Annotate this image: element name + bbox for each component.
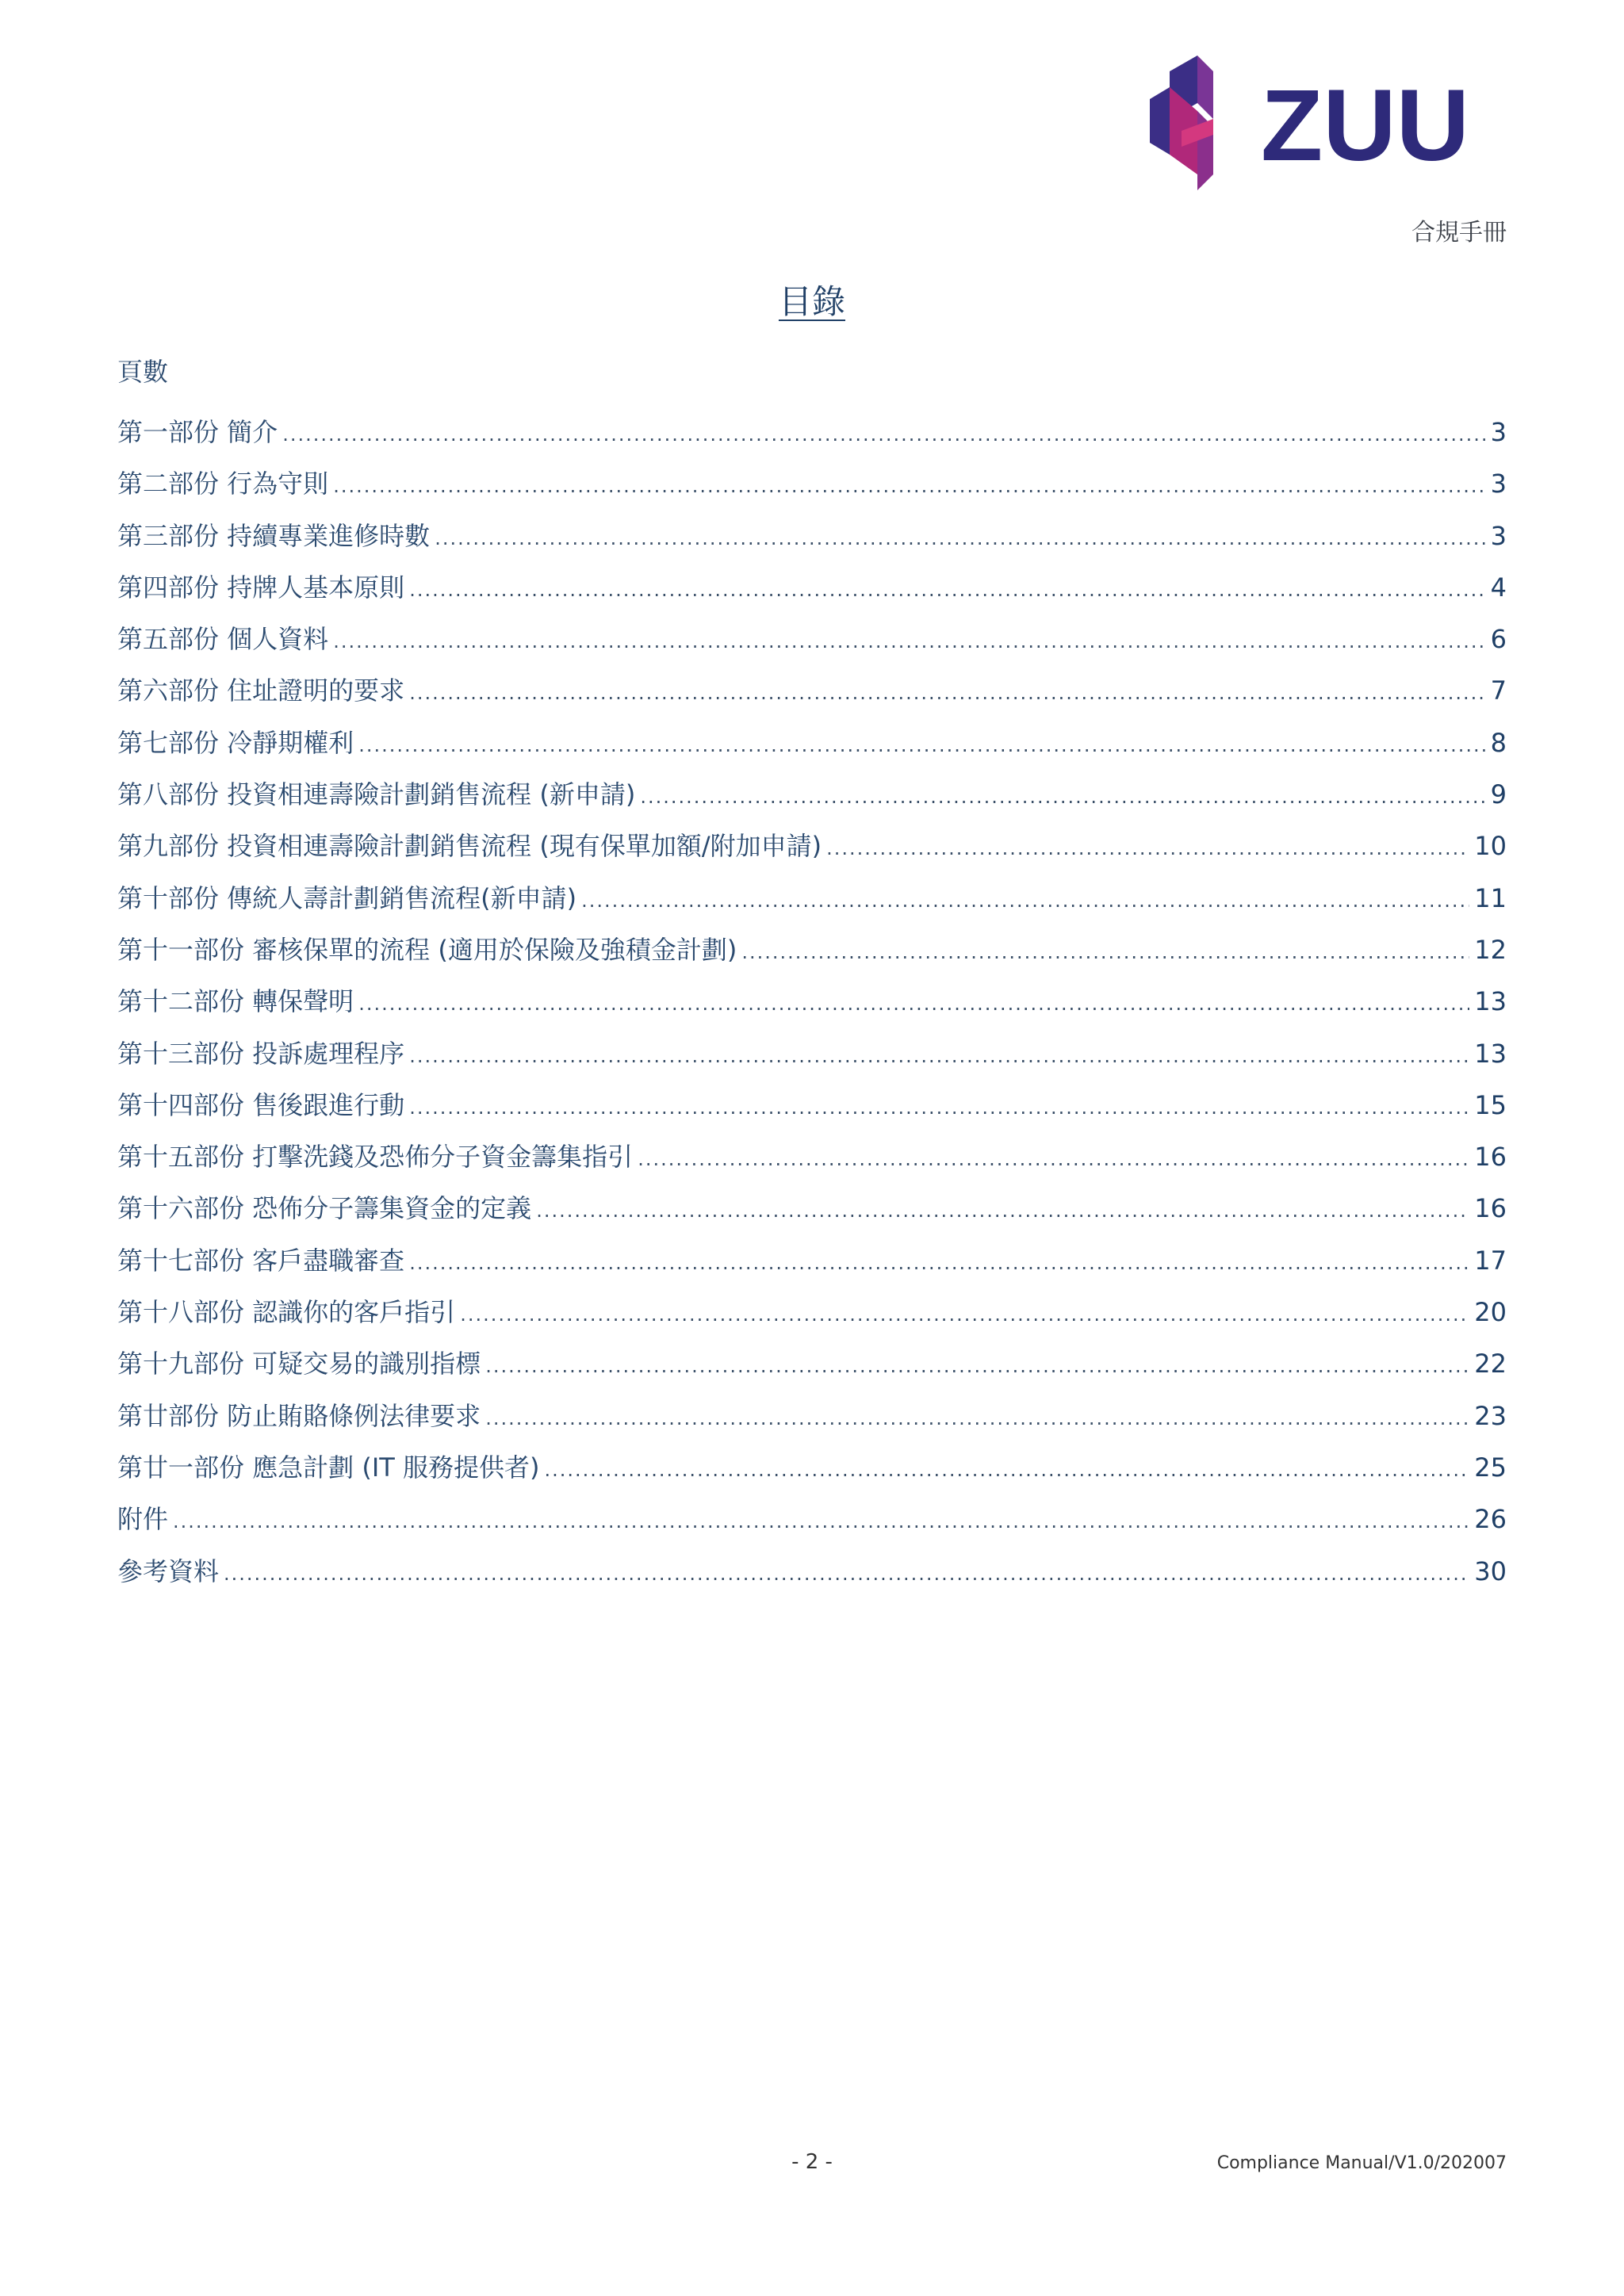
toc-dot-leader: [460, 1303, 1469, 1326]
toc-entry-title[interactable]: 第八部份 投資相連壽險計劃銷售流程 (新申請): [117, 779, 636, 810]
toc-entry-page[interactable]: 13: [1474, 986, 1507, 1017]
toc-entry[interactable]: [117, 1137, 1507, 1188]
toc-dot-leader: [435, 527, 1485, 549]
toc-dot-leader: [536, 1200, 1469, 1222]
toc-entry-page[interactable]: 26: [1474, 1504, 1507, 1535]
toc-entry-title[interactable]: 參考資料: [117, 1556, 220, 1586]
toc-entry-page[interactable]: 8: [1490, 727, 1507, 758]
toc-entry-title[interactable]: 第十八部份 認識你的客戶指引: [117, 1297, 456, 1328]
toc-entry-page[interactable]: 4: [1490, 572, 1507, 603]
zuu-logo: [1142, 55, 1475, 190]
toc-entry[interactable]: [117, 568, 1507, 619]
toc-entry[interactable]: [117, 1344, 1507, 1395]
toc-entry-page[interactable]: 3: [1490, 520, 1507, 551]
toc-entry-page[interactable]: 30: [1474, 1556, 1507, 1586]
toc-entry-page[interactable]: 17: [1474, 1245, 1507, 1276]
toc-entry-page[interactable]: 9: [1490, 779, 1507, 810]
toc-dot-leader: [224, 1563, 1469, 1585]
toc-entry-title[interactable]: 第十五部份 打擊洗錢及恐佈分子資金籌集指引: [117, 1142, 634, 1173]
toc-entry-title[interactable]: 第六部份 住址證明的要求: [117, 675, 405, 706]
toc-entry[interactable]: [117, 1292, 1507, 1344]
toc-entry[interactable]: [117, 930, 1507, 982]
toc-entry-title[interactable]: 第四部份 持牌人基本原則: [117, 572, 405, 603]
toc-entry-page[interactable]: 23: [1474, 1400, 1507, 1431]
toc-entry[interactable]: [117, 1188, 1507, 1240]
toc-dot-leader: [333, 630, 1485, 652]
toc-entry-title[interactable]: 第十一部份 審核保單的流程 (適用於保險及強積金計劃): [117, 934, 737, 965]
toc-entry-page[interactable]: 10: [1474, 831, 1507, 862]
toc-entry[interactable]: [117, 516, 1507, 568]
toc-dot-leader: [409, 1096, 1469, 1119]
manual-subtitle: 合規手冊: [1411, 219, 1507, 247]
toc-entry-page[interactable]: 25: [1474, 1452, 1507, 1483]
toc-entry-page[interactable]: 22: [1474, 1349, 1507, 1380]
toc-dot-leader: [640, 786, 1485, 808]
toc-entry-title[interactable]: 第七部份 冷靜期權利: [117, 727, 354, 758]
toc-entry[interactable]: [117, 619, 1507, 671]
footer-page-number: - 2 -: [791, 2150, 833, 2174]
toc-dot-leader: [358, 734, 1485, 756]
toc-dot-leader: [409, 1045, 1469, 1067]
toc-entry-title[interactable]: 第十三部份 投訴處理程序: [117, 1038, 405, 1069]
toc-entry-title[interactable]: 第十四部份 售後跟進行動: [117, 1089, 405, 1120]
toc-entry[interactable]: [117, 671, 1507, 722]
toc-dot-leader: [638, 1148, 1469, 1170]
toc-entry[interactable]: [117, 412, 1507, 464]
toc-entry-title[interactable]: 第廿一部份 應急計劃 (IT 服務提供者): [117, 1452, 540, 1483]
toc-entry-title[interactable]: 第九部份 投資相連壽險計劃銷售流程 (現有保單加額/附加申請): [117, 831, 822, 862]
footer-version: Compliance Manual/V1.0/202007: [1216, 2153, 1507, 2173]
toc-entry-title[interactable]: 第十二部份 轉保聲明: [117, 986, 354, 1017]
toc-entry-title[interactable]: 第二部份 行為守則: [117, 469, 329, 499]
toc-entry[interactable]: [117, 464, 1507, 515]
toc-heading-text: 目錄: [778, 282, 845, 321]
toc-entry[interactable]: [117, 1241, 1507, 1292]
toc-entry-page[interactable]: 20: [1474, 1297, 1507, 1328]
toc-entry-title[interactable]: 附件: [117, 1504, 169, 1535]
zuu-logo-mark: [1150, 55, 1213, 190]
toc-dot-leader: [544, 1459, 1469, 1481]
toc-entry-page[interactable]: 6: [1490, 624, 1507, 655]
toc-entry[interactable]: [117, 1396, 1507, 1448]
toc-entry-page[interactable]: 13: [1474, 1038, 1507, 1069]
zuu-logo-text: ZUU: [1261, 69, 1470, 182]
toc-entry-page[interactable]: 15: [1474, 1089, 1507, 1120]
toc-dot-leader: [173, 1510, 1469, 1533]
toc-entry[interactable]: [117, 1085, 1507, 1137]
toc-entry-title[interactable]: 第十九部份 可疑交易的識別指標: [117, 1349, 481, 1380]
table-of-contents: [117, 412, 1507, 1603]
toc-entry[interactable]: [117, 1448, 1507, 1499]
toc-entry[interactable]: [117, 878, 1507, 930]
toc-entry-title[interactable]: 第十部份 傳統人壽計劃銷售流程(新申請): [117, 882, 577, 913]
page-number-label: 頁數: [117, 357, 169, 387]
toc-entry[interactable]: [117, 775, 1507, 826]
toc-entry-page[interactable]: 12: [1474, 934, 1507, 965]
toc-entry-title[interactable]: 第十七部份 客戶盡職審查: [117, 1245, 405, 1276]
toc-entry-page[interactable]: 3: [1490, 469, 1507, 499]
toc-entry-page[interactable]: 11: [1474, 882, 1507, 913]
toc-dot-leader: [333, 475, 1485, 497]
toc-dot-leader: [485, 1355, 1469, 1377]
toc-entry-page[interactable]: 16: [1474, 1193, 1507, 1224]
toc-dot-leader: [282, 423, 1485, 446]
toc-dot-leader: [741, 941, 1469, 963]
toc-dot-leader: [485, 1407, 1469, 1429]
toc-heading: [0, 276, 1624, 323]
toc-entry-page[interactable]: 7: [1490, 675, 1507, 706]
toc-entry[interactable]: [117, 826, 1507, 878]
toc-entry[interactable]: [117, 1499, 1507, 1551]
toc-entry-title[interactable]: 第五部份 個人資料: [117, 624, 329, 655]
toc-dot-leader: [358, 993, 1469, 1015]
toc-entry[interactable]: [117, 982, 1507, 1033]
toc-entry-title[interactable]: 第一部份 簡介: [117, 417, 278, 447]
toc-dot-leader: [826, 837, 1469, 859]
toc-entry-page[interactable]: 16: [1474, 1142, 1507, 1173]
toc-dot-leader: [581, 890, 1469, 912]
toc-entry-title[interactable]: 第三部份 持續專業進修時數: [117, 520, 431, 551]
toc-dot-leader: [409, 579, 1485, 601]
toc-entry[interactable]: [117, 1034, 1507, 1085]
toc-dot-leader: [409, 1252, 1469, 1274]
toc-dot-leader: [409, 682, 1485, 704]
toc-entry-page[interactable]: 3: [1490, 417, 1507, 447]
toc-entry[interactable]: [117, 723, 1507, 775]
toc-entry-title[interactable]: 第廿部份 防止賄賂條例法律要求: [117, 1400, 481, 1431]
toc-entry[interactable]: [117, 1552, 1507, 1603]
toc-entry-title[interactable]: 第十六部份 恐佈分子籌集資金的定義: [117, 1193, 532, 1224]
